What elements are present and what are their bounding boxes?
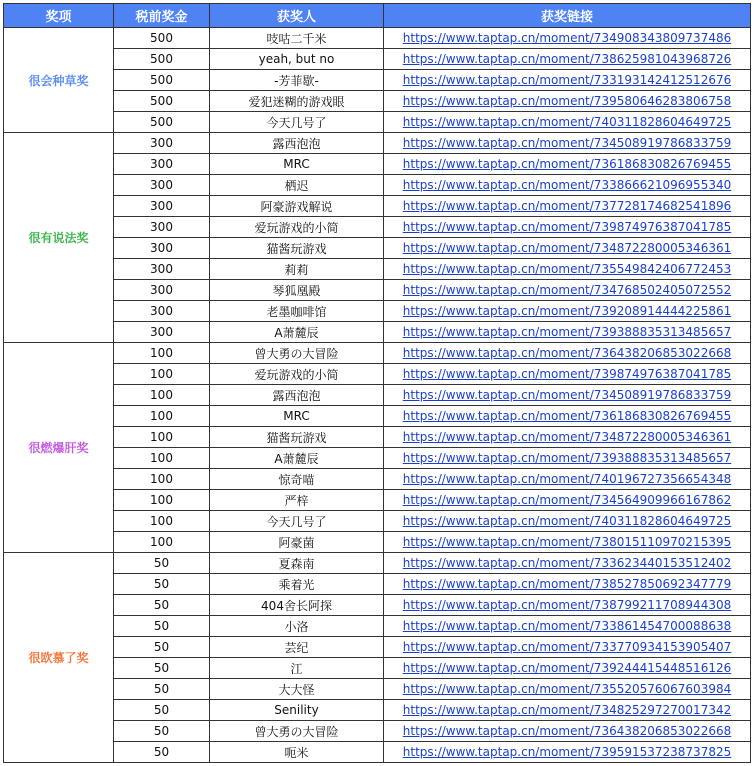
link-cell bbox=[384, 175, 751, 196]
link-cell bbox=[384, 574, 751, 595]
link-cell bbox=[384, 595, 751, 616]
prize-cell: 50 bbox=[114, 553, 210, 574]
moment-link[interactable]: https://www.taptap.cn/moment/734564909966167862 bbox=[402, 493, 732, 507]
prize-cell: 50 bbox=[114, 574, 210, 595]
link-cell bbox=[384, 112, 751, 133]
prize-cell: 300 bbox=[114, 154, 210, 175]
link-cell bbox=[384, 49, 751, 70]
prize-cell: 500 bbox=[114, 112, 210, 133]
moment-link[interactable]: https://www.taptap.cn/moment/739388835313485657 bbox=[402, 451, 732, 465]
prize-cell: 500 bbox=[114, 70, 210, 91]
link-cell bbox=[384, 742, 751, 763]
link-cell bbox=[384, 364, 751, 385]
prize-cell: 300 bbox=[114, 196, 210, 217]
link-cell bbox=[384, 280, 751, 301]
link-cell bbox=[384, 322, 751, 343]
table-row bbox=[4, 238, 751, 259]
winner-cell: 惊奇喵 bbox=[210, 469, 384, 490]
link-cell bbox=[384, 616, 751, 637]
link-cell bbox=[384, 259, 751, 280]
prize-cell: 300 bbox=[114, 259, 210, 280]
winner-cell: 莉莉 bbox=[210, 259, 384, 280]
prize-cell: 50 bbox=[114, 637, 210, 658]
prize-cell: 100 bbox=[114, 532, 210, 553]
link-cell bbox=[384, 343, 751, 364]
winner-cell: 今天几号了 bbox=[210, 511, 384, 532]
table-row bbox=[4, 427, 751, 448]
moment-link[interactable]: https://www.taptap.cn/moment/737728174682541896 bbox=[402, 199, 732, 213]
table-row bbox=[4, 112, 751, 133]
moment-link[interactable]: https://www.taptap.cn/moment/735549842406772453 bbox=[402, 262, 732, 276]
moment-link[interactable]: https://www.taptap.cn/moment/734768502405072552 bbox=[402, 283, 732, 297]
winner-cell: 爱犯迷糊的游戏眼 bbox=[210, 91, 384, 112]
table-row bbox=[4, 511, 751, 532]
moment-link[interactable]: https://www.taptap.cn/moment/738527850692347779 bbox=[402, 577, 732, 591]
winner-cell: 吱咕二千米 bbox=[210, 28, 384, 49]
category-cell: 很燃爆肝奖 bbox=[4, 343, 114, 553]
link-cell bbox=[384, 70, 751, 91]
table-row bbox=[4, 196, 751, 217]
moment-link[interactable]: https://www.taptap.cn/moment/734872280005346361 bbox=[402, 241, 732, 255]
table-row bbox=[4, 364, 751, 385]
winner-cell: 严梓 bbox=[210, 490, 384, 511]
link-cell bbox=[384, 406, 751, 427]
winner-cell: 芸纪 bbox=[210, 637, 384, 658]
table-row bbox=[4, 637, 751, 658]
moment-link[interactable]: https://www.taptap.cn/moment/739874976387041785 bbox=[402, 367, 732, 381]
table-row bbox=[4, 700, 751, 721]
category-cell: 很有说法奖 bbox=[4, 133, 114, 343]
winner-cell: A萧麓辰 bbox=[210, 322, 384, 343]
prize-cell: 50 bbox=[114, 700, 210, 721]
winner-cell: 江 bbox=[210, 658, 384, 679]
moment-link[interactable]: https://www.taptap.cn/moment/733623440153512402 bbox=[402, 556, 732, 570]
moment-link[interactable]: https://www.taptap.cn/moment/736438206853022668 bbox=[402, 346, 732, 360]
winner-cell: 曾大勇の大冒险 bbox=[210, 343, 384, 364]
table-row bbox=[4, 28, 751, 49]
prize-cell: 100 bbox=[114, 364, 210, 385]
link-cell bbox=[384, 490, 751, 511]
table-row bbox=[4, 280, 751, 301]
category-cell: 很会种草奖 bbox=[4, 28, 114, 133]
winner-cell: -芳菲歇- bbox=[210, 70, 384, 91]
link-cell bbox=[384, 469, 751, 490]
link-cell bbox=[384, 385, 751, 406]
moment-link[interactable]: https://www.taptap.cn/moment/734825297270017342 bbox=[402, 703, 732, 717]
link-cell bbox=[384, 28, 751, 49]
table-row bbox=[4, 406, 751, 427]
winner-cell: 404舍长阿探 bbox=[210, 595, 384, 616]
link-cell bbox=[384, 658, 751, 679]
table-row bbox=[4, 217, 751, 238]
table-row bbox=[4, 49, 751, 70]
moment-link[interactable]: https://www.taptap.cn/moment/740311828604649725 bbox=[402, 115, 732, 129]
moment-link[interactable]: https://www.taptap.cn/moment/733193142412512676 bbox=[402, 73, 732, 87]
moment-link[interactable]: https://www.taptap.cn/moment/738799211708944308 bbox=[402, 598, 732, 612]
winner-cell: 栖迟 bbox=[210, 175, 384, 196]
moment-link[interactable]: https://www.taptap.cn/moment/739244415448516126 bbox=[402, 661, 732, 675]
moment-link[interactable]: https://www.taptap.cn/moment/734508919786833759 bbox=[402, 388, 732, 402]
table-row bbox=[4, 322, 751, 343]
moment-link[interactable]: https://www.taptap.cn/moment/739591537238737825 bbox=[402, 745, 732, 759]
header-prize: 税前奖金 bbox=[114, 4, 210, 28]
table-row bbox=[4, 133, 751, 154]
link-cell bbox=[384, 532, 751, 553]
table-row bbox=[4, 532, 751, 553]
prize-cell: 500 bbox=[114, 28, 210, 49]
prize-cell: 300 bbox=[114, 280, 210, 301]
link-cell bbox=[384, 301, 751, 322]
winner-cell: 琴狐凰殿 bbox=[210, 280, 384, 301]
prize-cell: 50 bbox=[114, 742, 210, 763]
link-cell bbox=[384, 721, 751, 742]
winner-cell: 呃米 bbox=[210, 742, 384, 763]
prize-cell: 100 bbox=[114, 427, 210, 448]
table-row bbox=[4, 343, 751, 364]
prize-cell: 500 bbox=[114, 49, 210, 70]
moment-link[interactable]: https://www.taptap.cn/moment/740196727356654348 bbox=[402, 472, 732, 486]
link-cell bbox=[384, 238, 751, 259]
moment-link[interactable]: https://www.taptap.cn/moment/733861454700088638 bbox=[402, 619, 732, 633]
link-cell bbox=[384, 133, 751, 154]
moment-link[interactable]: https://www.taptap.cn/moment/734872280005346361 bbox=[402, 430, 732, 444]
link-cell bbox=[384, 637, 751, 658]
winner-cell: MRC bbox=[210, 406, 384, 427]
header-category: 奖项 bbox=[4, 4, 114, 28]
moment-link[interactable]: https://www.taptap.cn/moment/738625981043968726 bbox=[402, 52, 732, 66]
winner-cell: 露西泡泡 bbox=[210, 133, 384, 154]
moment-link[interactable]: https://www.taptap.cn/moment/736438206853022668 bbox=[402, 724, 732, 738]
link-cell bbox=[384, 217, 751, 238]
prize-cell: 300 bbox=[114, 133, 210, 154]
prize-cell: 300 bbox=[114, 217, 210, 238]
prize-cell: 300 bbox=[114, 301, 210, 322]
moment-link[interactable]: https://www.taptap.cn/moment/736186830826769455 bbox=[402, 409, 732, 423]
link-cell bbox=[384, 196, 751, 217]
table-row bbox=[4, 154, 751, 175]
table-row bbox=[4, 574, 751, 595]
prize-cell: 300 bbox=[114, 238, 210, 259]
table-row bbox=[4, 175, 751, 196]
link-cell bbox=[384, 679, 751, 700]
winner-cell: 乘着光 bbox=[210, 574, 384, 595]
prize-cell: 100 bbox=[114, 511, 210, 532]
prize-cell: 300 bbox=[114, 175, 210, 196]
moment-link[interactable]: https://www.taptap.cn/moment/735520576067603984 bbox=[402, 682, 732, 696]
moment-link[interactable]: https://www.taptap.cn/moment/733770934153905407 bbox=[402, 640, 732, 654]
table-row bbox=[4, 616, 751, 637]
winner-cell: 大大怪 bbox=[210, 679, 384, 700]
moment-link[interactable]: https://www.taptap.cn/moment/733866621096955340 bbox=[402, 178, 732, 192]
winner-cell: MRC bbox=[210, 154, 384, 175]
winner-cell: A萧麓辰 bbox=[210, 448, 384, 469]
table-row bbox=[4, 469, 751, 490]
prize-cell: 100 bbox=[114, 406, 210, 427]
moment-link[interactable]: https://www.taptap.cn/moment/739388835313485657 bbox=[402, 325, 732, 339]
moment-link[interactable]: https://www.taptap.cn/moment/739208914444225861 bbox=[402, 304, 732, 318]
link-cell bbox=[384, 154, 751, 175]
prize-cell: 100 bbox=[114, 385, 210, 406]
winner-cell: yeah, but no bbox=[210, 49, 384, 70]
prize-cell: 100 bbox=[114, 343, 210, 364]
header-link: 获奖链接 bbox=[384, 4, 751, 28]
link-cell bbox=[384, 511, 751, 532]
table-row bbox=[4, 91, 751, 112]
winner-cell: 爱玩游戏的小简 bbox=[210, 364, 384, 385]
moment-link[interactable]: https://www.taptap.cn/moment/738015110970215395 bbox=[402, 535, 732, 549]
table-row bbox=[4, 742, 751, 763]
winner-cell: 阿豪菌 bbox=[210, 532, 384, 553]
table-row bbox=[4, 259, 751, 280]
prize-cell: 500 bbox=[114, 91, 210, 112]
winner-cell: 小洛 bbox=[210, 616, 384, 637]
moment-link[interactable]: https://www.taptap.cn/moment/734508919786833759 bbox=[402, 136, 732, 150]
moment-link[interactable]: https://www.taptap.cn/moment/740311828604649725 bbox=[402, 514, 732, 528]
table-row bbox=[4, 595, 751, 616]
prize-cell: 50 bbox=[114, 595, 210, 616]
table-row bbox=[4, 490, 751, 511]
winner-cell: 露西泡泡 bbox=[210, 385, 384, 406]
table-row bbox=[4, 658, 751, 679]
prize-cell: 50 bbox=[114, 616, 210, 637]
winner-cell: 爱玩游戏的小简 bbox=[210, 217, 384, 238]
winner-cell: 曾大勇の大冒险 bbox=[210, 721, 384, 742]
moment-link[interactable]: https://www.taptap.cn/moment/736186830826769455 bbox=[402, 157, 732, 171]
prize-cell: 50 bbox=[114, 721, 210, 742]
winner-cell: 老墨咖啡馆 bbox=[210, 301, 384, 322]
link-cell bbox=[384, 700, 751, 721]
moment-link[interactable]: https://www.taptap.cn/moment/739874976387041785 bbox=[402, 220, 732, 234]
moment-link[interactable]: https://www.taptap.cn/moment/739580646283806758 bbox=[402, 94, 732, 108]
winner-cell: 今天几号了 bbox=[210, 112, 384, 133]
table-row bbox=[4, 448, 751, 469]
link-cell bbox=[384, 553, 751, 574]
prize-cell: 100 bbox=[114, 469, 210, 490]
header-row bbox=[4, 4, 751, 28]
prize-cell: 100 bbox=[114, 490, 210, 511]
prize-cell: 300 bbox=[114, 322, 210, 343]
table-header bbox=[4, 4, 751, 28]
table-row bbox=[4, 721, 751, 742]
table-row bbox=[4, 553, 751, 574]
winner-cell: 猫酱玩游戏 bbox=[210, 427, 384, 448]
table-row bbox=[4, 385, 751, 406]
category-cell: 很欧慕了奖 bbox=[4, 553, 114, 763]
link-cell bbox=[384, 91, 751, 112]
prize-cell: 50 bbox=[114, 658, 210, 679]
table-body bbox=[4, 28, 751, 763]
table-row bbox=[4, 301, 751, 322]
winner-cell: Senility bbox=[210, 700, 384, 721]
awards-table bbox=[3, 3, 751, 763]
winner-cell: 猫酱玩游戏 bbox=[210, 238, 384, 259]
table-row bbox=[4, 70, 751, 91]
header-winner: 获奖人 bbox=[210, 4, 384, 28]
link-cell bbox=[384, 427, 751, 448]
prize-cell: 100 bbox=[114, 448, 210, 469]
winner-cell: 夏森南 bbox=[210, 553, 384, 574]
link-cell bbox=[384, 448, 751, 469]
prize-cell: 50 bbox=[114, 679, 210, 700]
winner-cell: 阿豪游戏解说 bbox=[210, 196, 384, 217]
moment-link[interactable]: https://www.taptap.cn/moment/734908343809737486 bbox=[402, 31, 732, 45]
table-row bbox=[4, 679, 751, 700]
